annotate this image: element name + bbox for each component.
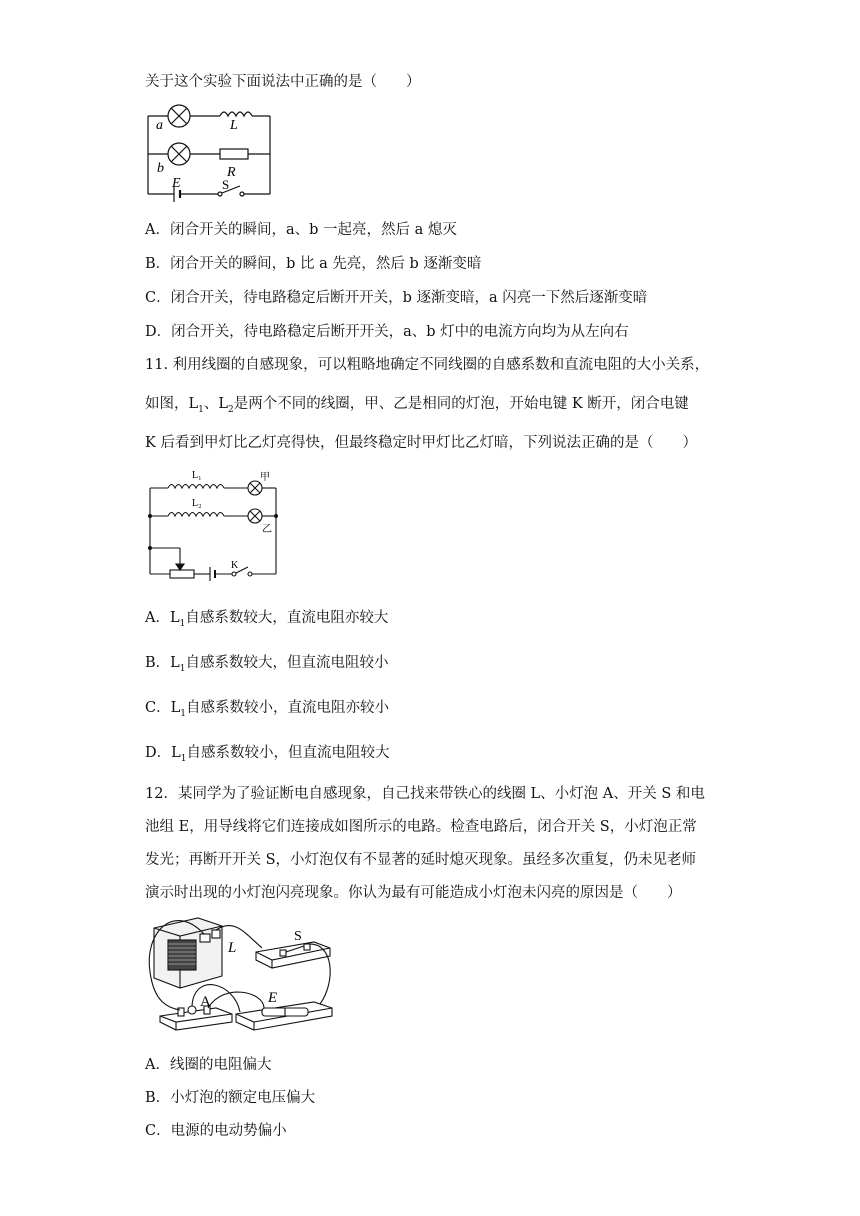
q12-stem-line3: 发光；再断开开关 S，小灯泡仅有不显著的延时熄灭现象。虽经多次重复，仍未见老师 [145,852,697,868]
q10-option-b: B．闭合开关的瞬间，b 比 a 先亮，然后 b 逐渐变暗 [145,256,482,272]
q10-option-c: C．闭合开关，待电路稳定后断开开关，b 逐渐变暗，a 闪亮一下然后逐渐变暗 [145,290,648,306]
q11-option-a-prefix: A．L [145,610,180,626]
q11-label-L2: L₂ [192,498,202,509]
q12-label-L: L [228,940,237,956]
q10-label-S: S [222,177,230,192]
q12-stem-line4: 演示时出现的小灯泡闪亮现象。你认为最有可能造成小灯泡未闪亮的原因是（ ） [145,885,682,901]
q12-option-a: A．线圈的电阻偏大 [145,1057,272,1073]
q11-label-jia: 甲 [260,472,270,483]
q11-label-K: K [231,560,239,571]
q11-option-c-text: 自感系数较小，直流电阻亦较小 [185,700,389,716]
q11-stem-line2-c: 是两个不同的线圈，甲、乙是相同的灯泡，开始电键 K 断开，闭合电键 [233,396,689,412]
q12-stem-line2: 池组 E，用导线将它们连接成如图所示的电路。检查电路后，闭合开关 S，小灯泡正常 [145,819,697,835]
q11-option-c-sub: 1 [180,708,186,719]
q10-stem: 关于这个实验下面说法中正确的是（ ） [145,74,421,90]
q11-option-b-sub: 1 [179,663,186,674]
q12-label-E: E [268,990,278,1006]
q11-option-d-text: 自感系数较小，但直流电阻较大 [186,745,390,761]
q11-stem-line2 [145,394,689,420]
q12-option-b: B．小灯泡的额定电压偏大 [145,1090,316,1106]
q10-label-R: R [227,165,236,180]
q11-option-b [145,653,389,679]
q11-option-b-prefix: B．L [145,655,180,671]
q11-label-L1: L₁ [192,470,202,481]
q11-stem-sub1: 1 [198,404,204,415]
q11-option-c-prefix: C．L [145,700,181,716]
q11-stem-line1: 11. 利用线圈的自感现象，可以粗略地确定不同线圈的自感系数和直流电阻的大小关系， [145,357,710,373]
q11-circuit-diagram [144,466,284,581]
q11-option-a-sub: 1 [179,618,186,629]
q11-label-yi: 乙 [262,524,272,535]
q11-option-d [145,743,390,769]
q10-option-a: A．闭合开关的瞬间，a、b 一起亮，然后 a 熄灭 [145,222,457,238]
q11-option-c [145,698,389,724]
q11-stem-line2-a: 如图，L [145,396,199,412]
q12-apparatus-figure [144,912,336,1034]
q12-label-S: S [294,929,302,944]
q11-option-a-text: 自感系数较大，直流电阻亦较大 [185,610,389,626]
q11-option-d-sub: 1 [180,753,187,764]
q11-option-a [145,608,388,634]
q10-label-a: a [156,118,163,133]
q10-circuit-diagram [140,96,280,204]
q10-label-E: E [172,176,181,191]
q11-stem-line3: K 后看到甲灯比乙灯亮得快，但最终稳定时甲灯比乙灯暗，下列说法正确的是（ ） [145,435,697,451]
q11-option-b-text: 自感系数较大，但直流电阻较小 [185,655,389,671]
q12-label-A: A [200,994,211,1010]
q10-label-b: b [157,161,164,176]
q12-stem-line1: 12．某同学为了验证断电自感现象，自己找来带铁心的线圈 L、小灯泡 A、开关 S 和电 [145,786,705,802]
q11-option-d-prefix: D．L [145,745,181,761]
q11-stem-sub2: 2 [228,404,234,415]
q10-label-L: L [230,118,238,133]
q11-stem-line2-b: 、L [203,396,229,412]
q12-option-c: C．电源的电动势偏小 [145,1123,287,1139]
q10-option-d: D．闭合开关，待电路稳定后断开开关，a、b 灯中的电流方向均为从左向右 [145,324,629,340]
